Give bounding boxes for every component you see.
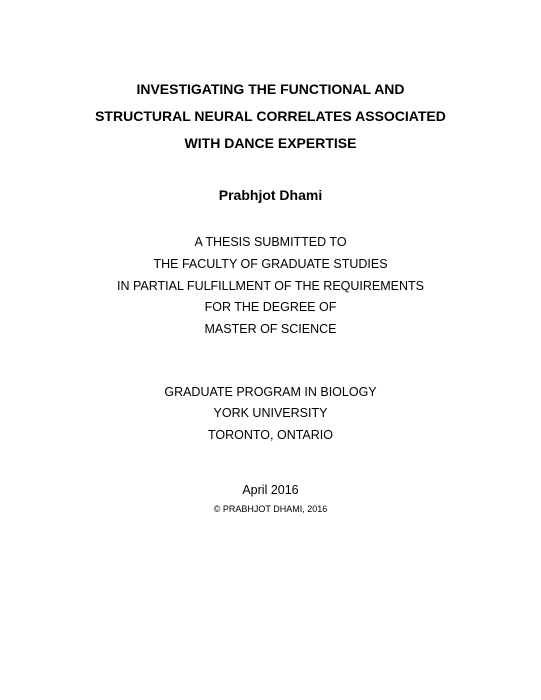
submission-line-2: THE FACULTY OF GRADUATE STUDIES	[153, 257, 388, 271]
thesis-title-line-1: INVESTIGATING THE FUNCTIONAL AND	[136, 81, 405, 97]
university-location: TORONTO, ONTARIO	[207, 428, 333, 442]
submission-line-1: A THESIS SUBMITTED TO	[194, 235, 347, 249]
submission-date: April 2016	[242, 483, 299, 497]
submission-line-3: IN PARTIAL FULFILLMENT OF THE REQUIREMENTS	[117, 279, 424, 293]
author-name: Prabhjot Dhami	[218, 187, 323, 203]
submission-line-4: FOR THE DEGREE OF	[204, 300, 337, 314]
submission-line-5: MASTER OF SCIENCE	[204, 322, 337, 336]
copyright-notice: © PRABHJOT DHAMI, 2016	[213, 504, 328, 514]
university-name: YORK UNIVERSITY	[213, 406, 328, 420]
thesis-title-line-2: STRUCTURAL NEURAL CORRELATES ASSOCIATED	[95, 108, 446, 124]
thesis-title-line-3: WITH DANCE EXPERTISE	[184, 135, 357, 151]
graduate-program: GRADUATE PROGRAM IN BIOLOGY	[164, 385, 377, 399]
